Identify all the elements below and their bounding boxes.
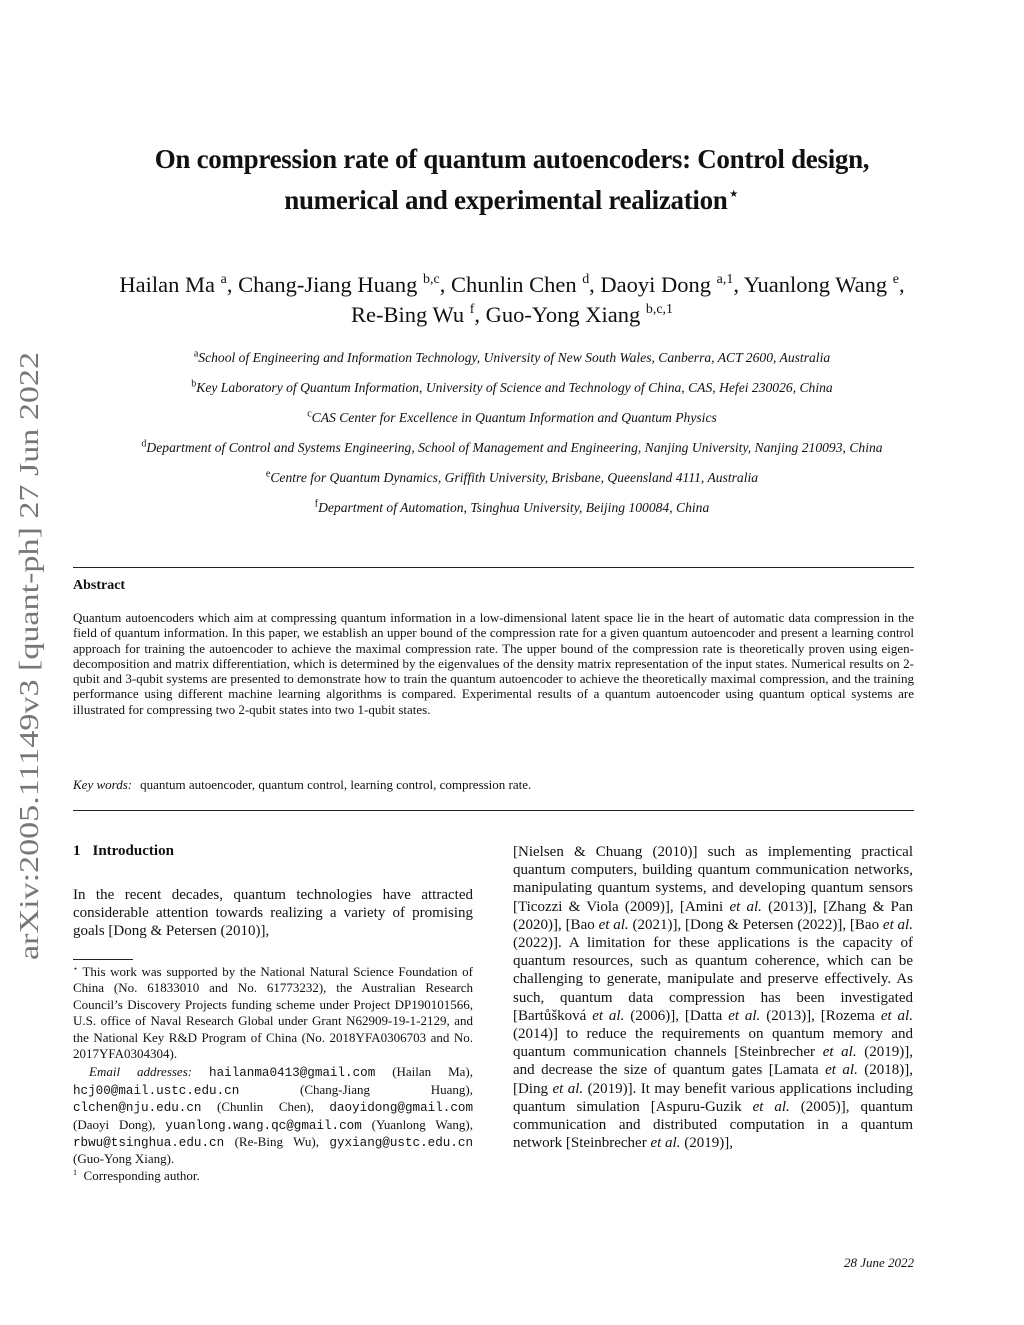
- funding-text: This work was supported by the National Natural Science Foundation of China (No. 61833010 and No. 61773232), the Australian Research Council’s Discovery Projects funding scheme under Project DP190101566, U.S. office of Naval Research Global under Grant N62909-19-1-2129, and the National Key R&D Program of China (No. 2018YFA0306703 and No. 2017YFA0304304).: [73, 964, 474, 1062]
- affiliation-text: Centre for Quantum Dynamics, Griffith University, Brisbane, Queensland 4111, Australia: [270, 470, 759, 485]
- keywords-text: quantum autoencoder, quantum control, learning control, compression rate.: [140, 777, 532, 792]
- arxiv-identifier: arXiv:2005.11149v3 [quant-ph] 27 Jun 2022: [14, 478, 44, 960]
- funding-star-mark: ⋆: [73, 963, 79, 973]
- title-line-1: On compression rate of quantum autoencoders: Control design,: [154, 144, 870, 174]
- citation-et-al: et al.: [822, 1044, 857, 1061]
- affiliation-mark: a: [193, 348, 199, 360]
- abstract-bottom-rule: [73, 810, 914, 811]
- intro-text-run: (2022)]. A limitation for these applications is the capacity of quantum resources, such as quantum coherence, which can be challenging to generate, manipulate and preserve effectively. As such, quantum data compression has been investigated [Bartůšková: [513, 935, 913, 1024]
- keywords-label: Key words:: [73, 777, 133, 792]
- intro-text-run: (2006)], [Datta: [624, 1007, 729, 1024]
- email-owner: (Re-Bing Wu),: [224, 1134, 330, 1150]
- citation-et-al: et al.: [880, 1007, 913, 1024]
- email-address: hcj00@mail.ustc.edu.cn: [73, 1083, 240, 1098]
- author-affiliation-mark: f: [469, 301, 475, 317]
- affiliation: [0, 350, 1024, 366]
- affiliation-mark: c: [307, 408, 312, 420]
- citation-et-al: et al.: [825, 1062, 858, 1079]
- intro-text-run: (2014)] to reduce the requirements on quantum memory and quantum communication channels [Steinbrecher: [513, 1026, 913, 1061]
- page-date: 28 June 2022: [843, 1255, 914, 1270]
- section-number: 1: [73, 843, 81, 859]
- citation-et-al: et al.: [728, 1007, 761, 1024]
- email-owner: (Chang-Jiang Huang),: [239, 1081, 473, 1097]
- intro-text-run: (2013)], [Zhang & Pan (2020)], [Bao: [513, 898, 914, 933]
- paper-title: [0, 142, 1024, 218]
- abstract-body: Quantum autoencoders which aim at compressing quantum information in a low-dimensional latent space lie in the heart of automatic data compression in the field of quantum information. In this paper, we establish an upper bound of the compression rate for a given quantum autoencoder and present a learning control approach for training the autoencoder to achieve the maximal compression rate. The upper bound of the compression rate is theoretically proven using eigen-decomposition and matrix differentiation, which is determined by the eigenvalues of the density matrix representation of the input states. Numerical results on 2-qubit and 3-qubit systems are presented to demonstrate how to train the quantum autoencoder to achieve the theoretically maximal compression, and the training performance using different machine learning algorithms is compared. Experimental results of a quantum autoencoder using quantum optical systems are illustrated for compressing two 2-qubit states into two 1-qubit states.: [73, 610, 914, 717]
- author-affiliation-mark: a,1: [716, 271, 734, 287]
- email-address: daoyidong@gmail.com: [329, 1101, 473, 1116]
- citation-et-al: et al.: [752, 1098, 790, 1115]
- intro-text-run: (2018)], [Ding: [513, 1062, 913, 1097]
- affiliation: [0, 440, 1024, 456]
- email-address: rbwu@tsinghua.edu.cn: [73, 1136, 225, 1151]
- section-heading-introduction: [73, 843, 174, 860]
- email-owner: (Guo-Yong Xiang).: [73, 1151, 175, 1167]
- citation-et-al: et al.: [729, 898, 762, 915]
- title-footnote-star: ⋆: [727, 183, 740, 205]
- affiliation: [0, 380, 1024, 396]
- citation-et-al: et al.: [650, 1135, 681, 1152]
- corresponding-mark: 1: [73, 1167, 78, 1177]
- citation-et-al: et al.: [552, 1080, 584, 1097]
- footnote-rule: [73, 959, 133, 960]
- intro-text-run: (2019)],: [680, 1135, 733, 1152]
- affiliation: [0, 410, 1024, 426]
- intro-text-run: (2019)]. It may benefit various applications including quantum simulation [Aspuru-Guzik: [513, 1080, 913, 1115]
- affiliation-mark: e: [265, 468, 271, 480]
- affiliation-text: School of Engineering and Information Technology, University of New South Wales, Canberra, ACT 2600, Australia: [198, 350, 831, 365]
- author-affiliation-mark: b,c,1: [645, 301, 673, 317]
- author-name: , Chang-Jiang Huang: [226, 272, 424, 297]
- intro-text-run: (2013)], [Rozema: [760, 1007, 881, 1024]
- corresponding-text: Corresponding author.: [83, 1167, 200, 1183]
- affiliation-text: Department of Control and Systems Engineering, School of Management and Engineering, Nanjing University, Nanjing 210093, China: [146, 440, 883, 455]
- author-name: , Daoyi Dong: [589, 272, 717, 297]
- email-address: gyxiang@ustc.edu.cn: [329, 1136, 473, 1151]
- affiliation-text: Department of Automation, Tsinghua University, Beijing 100084, China: [318, 500, 710, 515]
- affiliation: [0, 470, 1024, 486]
- author-name: , Chunlin Chen: [439, 272, 583, 297]
- affiliation-text: CAS Center for Excellence in Quantum Information and Quantum Physics: [311, 410, 717, 425]
- email-footnote: [73, 1064, 473, 1167]
- author-affiliation-mark: e: [892, 271, 899, 287]
- author-name: , Yuanlong Wang: [733, 272, 893, 297]
- email-owner: (Yuanlong Wang),: [361, 1116, 473, 1132]
- author-name: , Guo-Yong Xiang: [474, 302, 646, 327]
- intro-text-run: (2021)], [Dong & Petersen (2022)], [Bao: [628, 916, 883, 933]
- email-owner: (Hailan Ma),: [375, 1064, 473, 1080]
- affiliation-mark: b: [191, 378, 197, 390]
- funding-footnote: [73, 964, 473, 1062]
- intro-text-run: [Nielsen & Chuang (2010)] such as implementing practical quantum computers, building quantum communication networks, manipulating quantum systems, and developing quantum sensors [Ticozzi & Viola (2009)], [Amini: [513, 844, 913, 915]
- author-line-2: [0, 300, 1024, 330]
- affiliation-text: Key Laboratory of Quantum Information, University of Science and Technology of China, CAS, Hefei 230026, China: [196, 380, 833, 395]
- corresponding-footnote: [73, 1168, 473, 1184]
- abstract-top-rule: [73, 567, 914, 568]
- affiliation: [0, 500, 1024, 516]
- author-affiliation-mark: d: [582, 271, 590, 287]
- author-name: Re-Bing Wu: [351, 302, 470, 327]
- author-line-1: [0, 270, 1024, 300]
- author-affiliation-mark: b,c: [423, 271, 440, 287]
- intro-text-run: (2005)], quantum communication and distributed computation in a quantum network [Steinbrecher: [513, 1098, 913, 1152]
- footnotes: [73, 964, 473, 1184]
- email-address: yuanlong.wang.qc@gmail.com: [165, 1118, 362, 1133]
- author-name: Hailan Ma: [119, 272, 221, 297]
- affiliation-mark: f: [314, 498, 319, 510]
- title-line-2-text: numerical and experimental realization: [284, 185, 728, 215]
- title-line-2: [0, 177, 1024, 218]
- email-owner: (Daoyi Dong),: [73, 1116, 166, 1132]
- email-address: clchen@nju.edu.cn: [73, 1101, 202, 1116]
- intro-left-paragraph: In the recent decades, quantum technologies have attracted considerable attention towards realizing a variety of promising goals [Dong & Petersen (2010)],: [73, 887, 473, 940]
- email-address: hailanma0413@gmail.com: [209, 1066, 376, 1081]
- abstract-heading: Abstract: [73, 578, 126, 593]
- citation-et-al: et al.: [592, 1007, 625, 1024]
- email-label: Email addresses:: [89, 1064, 193, 1080]
- citation-et-al: et al.: [598, 916, 629, 933]
- email-owner: (Chunlin Chen),: [201, 1099, 330, 1115]
- citation-et-al: et al.: [882, 916, 913, 933]
- author-name: ,: [898, 272, 905, 297]
- section-title: Introduction: [92, 843, 174, 859]
- keywords: [73, 777, 531, 793]
- intro-text-run: (2019)], and decrease the size of quantum gates [Lamata: [513, 1044, 913, 1079]
- author-affiliation-mark: a: [220, 271, 227, 287]
- intro-right-paragraph: [513, 843, 913, 1152]
- affiliation-mark: d: [141, 438, 147, 450]
- author-list: [0, 270, 1024, 330]
